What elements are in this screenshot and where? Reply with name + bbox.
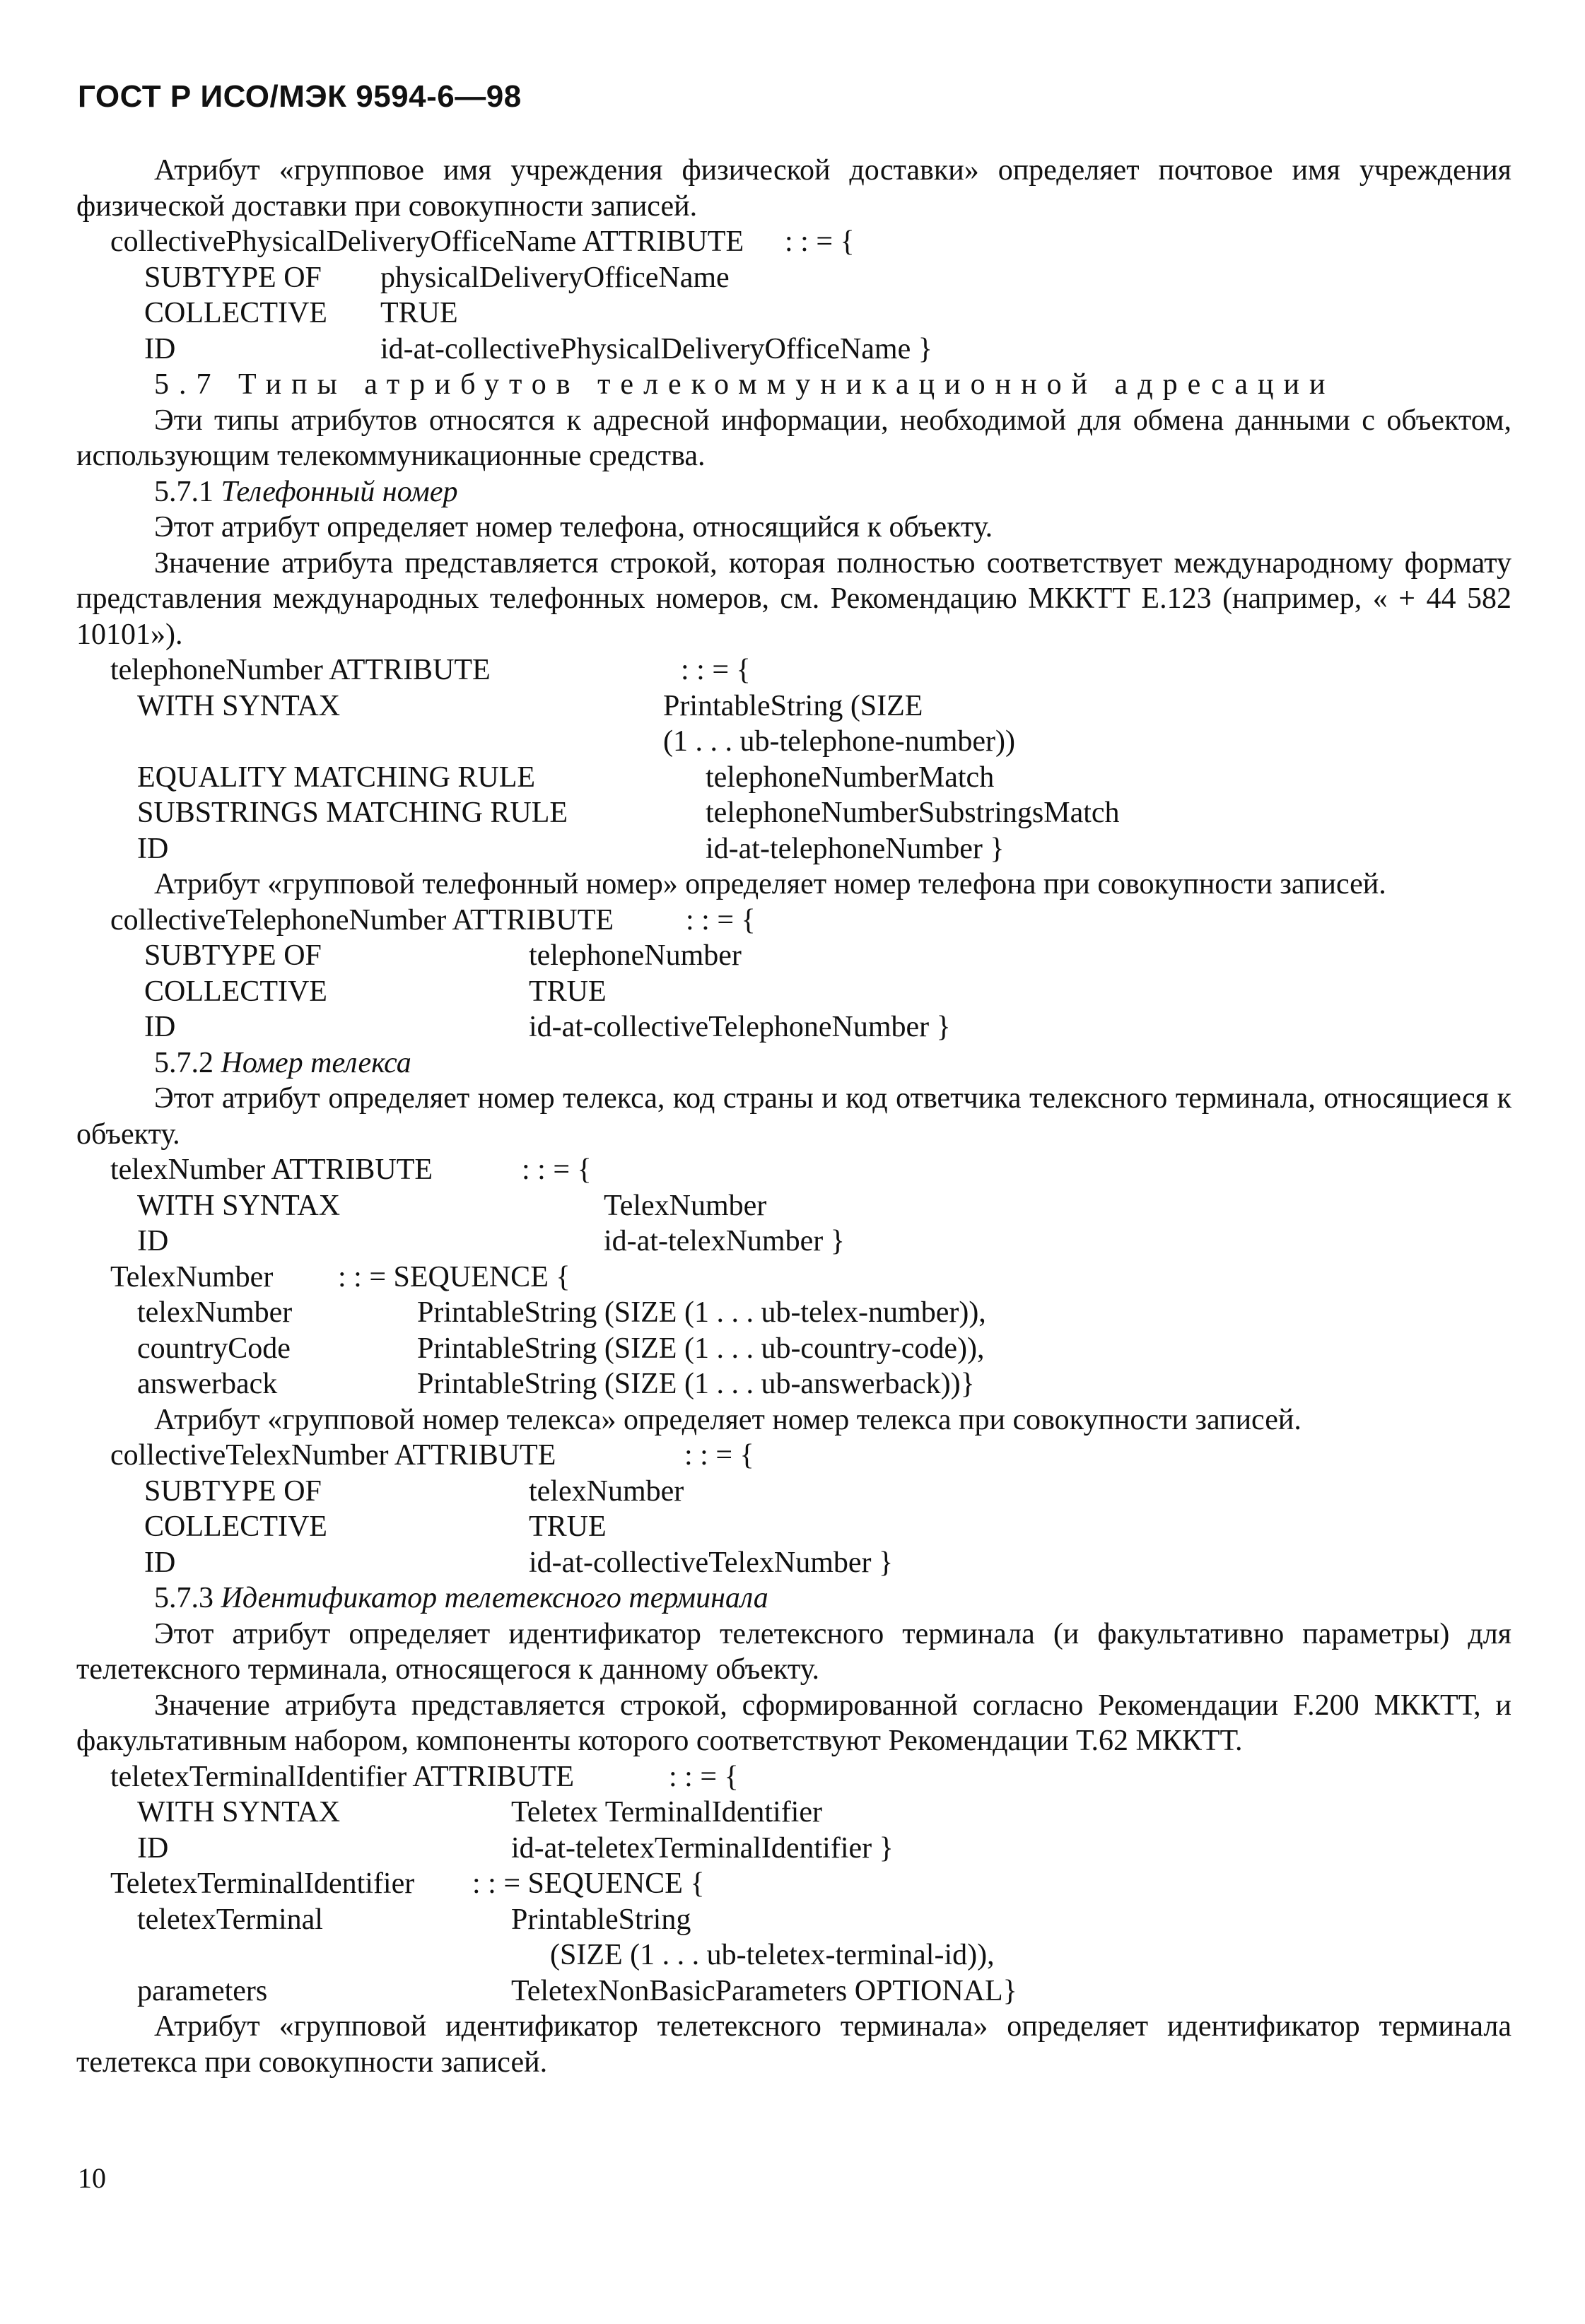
asn-value: TRUE <box>529 1510 607 1543</box>
asn-value: id-at-telephoneNumber } <box>706 832 1005 865</box>
paragraph: Атрибут «групповой номер телекса» определяет номер телекса при совокупности записей. <box>154 1403 1302 1436</box>
asn-value: TelexNumber <box>604 1189 767 1222</box>
asn-value: PrintableString (SIZE (1 . . . ub-answerback))} <box>417 1368 975 1400</box>
asn-value: id-at-collectivePhysicalDeliveryOfficeName } <box>380 332 932 365</box>
asn-assign: : : = SEQUENCE { <box>472 1867 705 1900</box>
asn-line <box>76 1831 1511 1867</box>
asn-key: ID <box>144 1011 176 1043</box>
asn-line <box>76 1260 1511 1296</box>
asn-line <box>76 1474 1511 1510</box>
asn-key: countryCode <box>137 1332 291 1365</box>
asn-line <box>76 688 1511 724</box>
asn-value: id-at-teletexTerminalIdentifier } <box>511 1831 894 1865</box>
asn-line <box>76 903 1511 939</box>
asn-head: collectiveTelephoneNumber ATTRIBUTE <box>110 903 614 937</box>
subsection-heading: 5.7.1 Телефонный номер <box>154 475 458 508</box>
asn-line <box>76 1152 1511 1188</box>
asn-value: TRUE <box>380 297 458 329</box>
paragraph: Значение атрибута представляется строкой, которая полностью соответствует международному формату представления международных телефонных номеров, см. Рекомендацию МККТТ Е.123 (например, « + 44 582 10101»). <box>76 546 1511 651</box>
asn-key: ID <box>144 1546 176 1579</box>
asn-line <box>76 224 1511 260</box>
asn-line <box>76 1759 1511 1795</box>
asn-line <box>76 1331 1511 1367</box>
asn-value: id-at-collectiveTelexNumber } <box>529 1546 894 1579</box>
asn-head: teletexTerminalIdentifier ATTRIBUTE <box>110 1760 575 1793</box>
asn-head: TeletexTerminalIdentifier <box>110 1867 415 1900</box>
asn-key: SUBTYPE OF <box>144 939 322 972</box>
asn-assign: : : = { <box>684 1439 754 1472</box>
asn-key: WITH SYNTAX <box>137 1189 341 1222</box>
asn-key: ID <box>137 832 169 865</box>
asn-line <box>76 331 1511 368</box>
paragraph: Этот атрибут определяет номер телекса, код страны и код ответчика телексного терминала, относящиеся к объекту. <box>76 1082 1511 1151</box>
document-header: ГОСТ Р ИСО/МЭК 9594-6—98 <box>78 79 522 114</box>
asn-line <box>76 1902 1511 1938</box>
asn-head: TelexNumber <box>110 1260 274 1293</box>
asn-value: PrintableString (SIZE (1 . . . ub-country-code)), <box>417 1332 985 1365</box>
paragraph: Атрибут «групповой идентификатор телетексного терминала» определяет идентификатор терминала телетекса при совокупности записей. <box>76 2010 1511 2079</box>
asn-key: SUBSTRINGS MATCHING RULE <box>137 797 568 829</box>
asn-assign: : : = { <box>686 903 756 937</box>
asn-line <box>76 1223 1511 1260</box>
asn-line <box>76 1866 1511 1902</box>
asn-value: (1 . . . ub-telephone-number)) <box>663 725 1015 758</box>
asn-value: PrintableString <box>511 1903 691 1936</box>
section-heading: 5.7 Типы атрибутов телекоммуникационной адресации <box>154 368 1335 401</box>
paragraph: Этот атрибут определяет идентификатор телетексного терминала (и факультативно параметры) для телетексного терминала, относящегося к данному объекту. <box>76 1617 1511 1686</box>
subsection-heading: 5.7.2 Номер телекса <box>154 1046 411 1079</box>
asn-value: (SIZE (1 . . . ub-teletex-terminal-id)), <box>550 1939 995 1971</box>
asn-value: TRUE <box>529 975 607 1008</box>
asn-assign: : : = { <box>669 1760 739 1793</box>
asn-line <box>76 652 1511 688</box>
asn-key: SUBTYPE OF <box>144 261 322 294</box>
asn-value: Teletex TerminalIdentifier <box>511 1796 822 1829</box>
asn-key: answerback <box>137 1368 278 1400</box>
asn-line <box>76 795 1511 831</box>
asn-line <box>76 1295 1511 1331</box>
asn-key: WITH SYNTAX <box>137 1796 341 1829</box>
asn-line <box>76 1973 1511 2009</box>
asn-head: telexNumber ATTRIBUTE <box>110 1154 433 1186</box>
asn-line <box>76 295 1511 331</box>
asn-key: SUBTYPE OF <box>144 1474 322 1508</box>
asn-assign: : : = { <box>785 225 855 258</box>
asn-head: collectivePhysicalDeliveryOfficeName ATTRIBUTE <box>110 225 744 258</box>
page-number: 10 <box>78 2162 106 2194</box>
asn-key: COLLECTIVE <box>144 297 327 329</box>
asn-line <box>76 1795 1511 1831</box>
asn-value: telephoneNumberMatch <box>706 761 995 794</box>
asn-assign: : : = { <box>522 1154 592 1186</box>
asn-assign: : : = SEQUENCE { <box>338 1260 571 1293</box>
asn-value: TeletexNonBasicParameters OPTIONAL} <box>511 1974 1017 2007</box>
asn-key: EQUALITY MATCHING RULE <box>137 761 536 794</box>
asn-key: ID <box>144 332 176 365</box>
asn-value: id-at-telexNumber } <box>604 1225 845 1257</box>
asn-line <box>76 760 1511 796</box>
asn-line <box>76 260 1511 296</box>
asn-assign: : : = { <box>681 654 751 686</box>
asn-value: telexNumber <box>529 1474 684 1508</box>
paragraph: Атрибут «групповое имя учреждения физической доставки» определяет почтовое имя учреждения физической доставки при совокупности записей. <box>76 154 1511 223</box>
asn-key: COLLECTIVE <box>144 1510 327 1543</box>
paragraph: Атрибут «групповой телефонный номер» определяет номер телефона при совокупности записей. <box>154 868 1386 900</box>
asn-line <box>76 1009 1511 1045</box>
asn-value: telephoneNumber <box>529 939 742 972</box>
asn-key: ID <box>137 1225 169 1257</box>
asn-key: COLLECTIVE <box>144 975 327 1008</box>
paragraph: Этот атрибут определяет номер телефона, относящийся к объекту. <box>154 511 993 544</box>
asn-line <box>76 1188 1511 1224</box>
asn-key: WITH SYNTAX <box>137 689 341 722</box>
asn-value: telephoneNumberSubstringsMatch <box>706 797 1120 829</box>
asn-line <box>76 1366 1511 1402</box>
asn-key: parameters <box>137 1974 268 2007</box>
asn-line <box>76 831 1511 867</box>
asn-value: PrintableString (SIZE (1 . . . ub-telex-number)), <box>417 1296 986 1329</box>
asn-line <box>76 1438 1511 1474</box>
asn-key: ID <box>137 1831 169 1865</box>
asn-line <box>76 1937 1511 1973</box>
asn-line <box>76 1545 1511 1581</box>
asn-line <box>76 724 1511 760</box>
document-body <box>76 153 1511 2080</box>
asn-key: telexNumber <box>137 1296 293 1329</box>
asn-line <box>76 938 1511 974</box>
paragraph: Эти типы атрибутов относятся к адресной информации, необходимой для обмена данными с объектом, использующим телекоммуникационные средства. <box>76 404 1511 472</box>
asn-value: id-at-collectiveTelephoneNumber } <box>529 1011 951 1043</box>
subsection-heading: 5.7.3 Идентификатор телетексного терминала <box>154 1582 768 1614</box>
asn-line <box>76 1509 1511 1545</box>
asn-line <box>76 974 1511 1010</box>
paragraph: Значение атрибута представляется строкой, сформированной согласно Рекомендации F.200 МККТТ, и факультативным набором, компоненты которого соответствуют Рекомендации Т.62 МККТТ. <box>76 1689 1511 1757</box>
asn-head: telephoneNumber ATTRIBUTE <box>110 654 491 686</box>
asn-head: collectiveTelexNumber ATTRIBUTE <box>110 1439 556 1472</box>
asn-value: physicalDeliveryOfficeName <box>380 261 730 294</box>
asn-value: PrintableString (SIZE <box>663 689 923 722</box>
asn-key: teletexTerminal <box>137 1903 323 1936</box>
